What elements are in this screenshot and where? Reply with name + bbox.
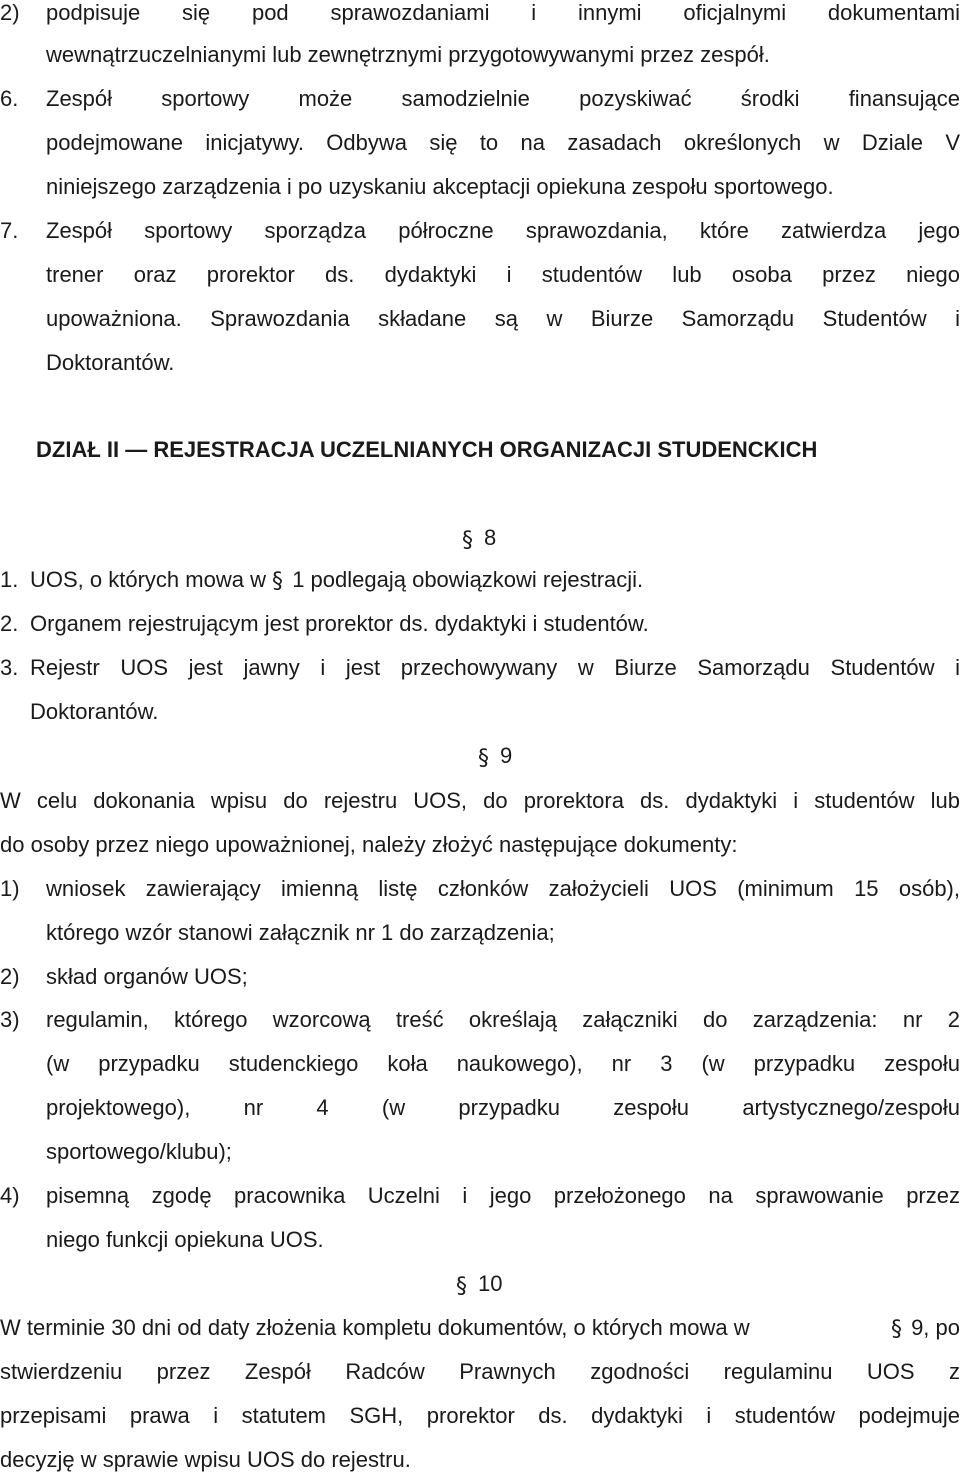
text-line: wniosek zawierający imienną listę członków założycieli UOS (minimum 15 osób), [46, 876, 960, 901]
text-fragment: W terminie 30 dni od daty złożenia kompletu dokumentów, o których mowa w [0, 1315, 750, 1340]
list-marker: 1) [0, 876, 20, 901]
paragraph-number: 8 [484, 525, 497, 550]
text-line: decyzję w sprawie wpisu UOS do rejestru. [0, 1447, 411, 1472]
paragraph-number-9 [478, 743, 512, 769]
text-line: podpisuje się pod sprawozdaniami i innymi oficjalnymi dokumentami [46, 0, 960, 25]
svg-text:§: § [890, 1317, 902, 1340]
svg-text:§: § [462, 528, 473, 551]
text-line: niego funkcji opiekuna UOS. [46, 1227, 324, 1252]
list-marker: 2) [0, 964, 20, 989]
text-line: podejmowane inicjatywy. Odbywa się to na zasadach określonych w Dziale V [46, 130, 960, 155]
list-marker: 3. [0, 655, 19, 680]
text-line: niniejszego zarządzenia i po uzyskaniu akceptacji opiekuna zespołu sportowego. [46, 174, 834, 199]
list-marker: 1. [0, 567, 19, 592]
text-line: Doktorantów. [46, 350, 175, 375]
text-line: stwierdzeniu przez Zespół Radców Prawnych zgodności regulaminu UOS z [0, 1359, 960, 1384]
text-line [30, 567, 643, 593]
text-fragment: UOS, o których mowa w [30, 567, 266, 592]
text-line: którego wzór stanowi załącznik nr 1 do zarządzenia; [46, 920, 555, 945]
paragraph-number: 10 [478, 1271, 503, 1296]
paragraph-number-8 [462, 525, 496, 551]
text-line: (w przypadku studenckiego koła naukowego), nr 3 (w przypadku zespołu [46, 1051, 960, 1076]
paragraph-number: 9 [500, 743, 513, 768]
paragraph-number-10 [456, 1271, 502, 1297]
text-fragment: 1 podlegają obowiązkowi rejestracji. [292, 567, 644, 592]
list-marker: 4) [0, 1183, 20, 1208]
list-marker: 2. [0, 611, 19, 636]
text-line: pisemną zgodę pracownika Uczelni i jego przełożonego na sprawowanie przez [46, 1183, 960, 1208]
text-line: sportowego/klubu); [46, 1139, 232, 1164]
list-marker: 3) [0, 1007, 20, 1032]
section-heading: DZIAŁ II — REJESTRACJA UCZELNIANYCH ORGANIZACJI STUDENCKICH [36, 437, 818, 462]
text-line: trener oraz prorektor ds. dydaktyki i studentów lub osoba przez niego [46, 262, 960, 287]
text-line: upoważniona. Sprawozdania składane są w Biurze Samorządu Studentów i [46, 306, 960, 331]
text-line: wewnątrzuczelnianymi lub zewnętrznymi przygotowywanymi przez zespół. [46, 42, 770, 67]
svg-text:§: § [478, 746, 489, 769]
list-marker: 2) [0, 0, 20, 25]
text-line: Doktorantów. [30, 699, 159, 724]
section-sign-icon [462, 525, 476, 551]
text-line: przepisami prawa i statutem SGH, prorektor ds. dydaktyki i studentów podejmuje [0, 1403, 960, 1428]
section-sign-icon [891, 1316, 905, 1338]
text-line: regulamin, którego wzorcową treść określają załączniki do zarządzenia: nr 2 [46, 1007, 960, 1032]
section-sign-icon [272, 568, 286, 590]
section-sign-icon [456, 1271, 470, 1297]
text-line: Rejestr UOS jest jawny i jest przechowywany w Biurze Samorządu Studentów i [30, 655, 960, 680]
text-line: do osoby przez niego upoważnionej, należy złożyć następujące dokumenty: [0, 832, 738, 857]
text-fragment [891, 1315, 960, 1341]
text-line: Organem rejestrującym jest prorektor ds. dydaktyki i studentów. [30, 611, 649, 636]
list-marker: 6. [0, 86, 19, 111]
text-line: W celu dokonania wpisu do rejestru UOS, do prorektora ds. dydaktyki i studentów lub [0, 788, 960, 813]
text-line: Zespół sportowy sporządza półroczne sprawozdania, które zatwierdza jego [46, 218, 960, 243]
svg-text:§: § [456, 1274, 467, 1297]
list-marker: 7. [0, 218, 19, 243]
section-sign-icon [478, 743, 492, 769]
svg-text:§: § [272, 569, 284, 592]
text-line: skład organów UOS; [46, 964, 248, 989]
text-line [0, 1315, 960, 1341]
text-fragment: 9, po [911, 1315, 960, 1340]
text-line: projektowego), nr 4 (w przypadku zespołu artystycznego/zespołu [46, 1095, 960, 1120]
text-line: Zespół sportowy może samodzielnie pozyskiwać środki finansujące [46, 86, 960, 111]
